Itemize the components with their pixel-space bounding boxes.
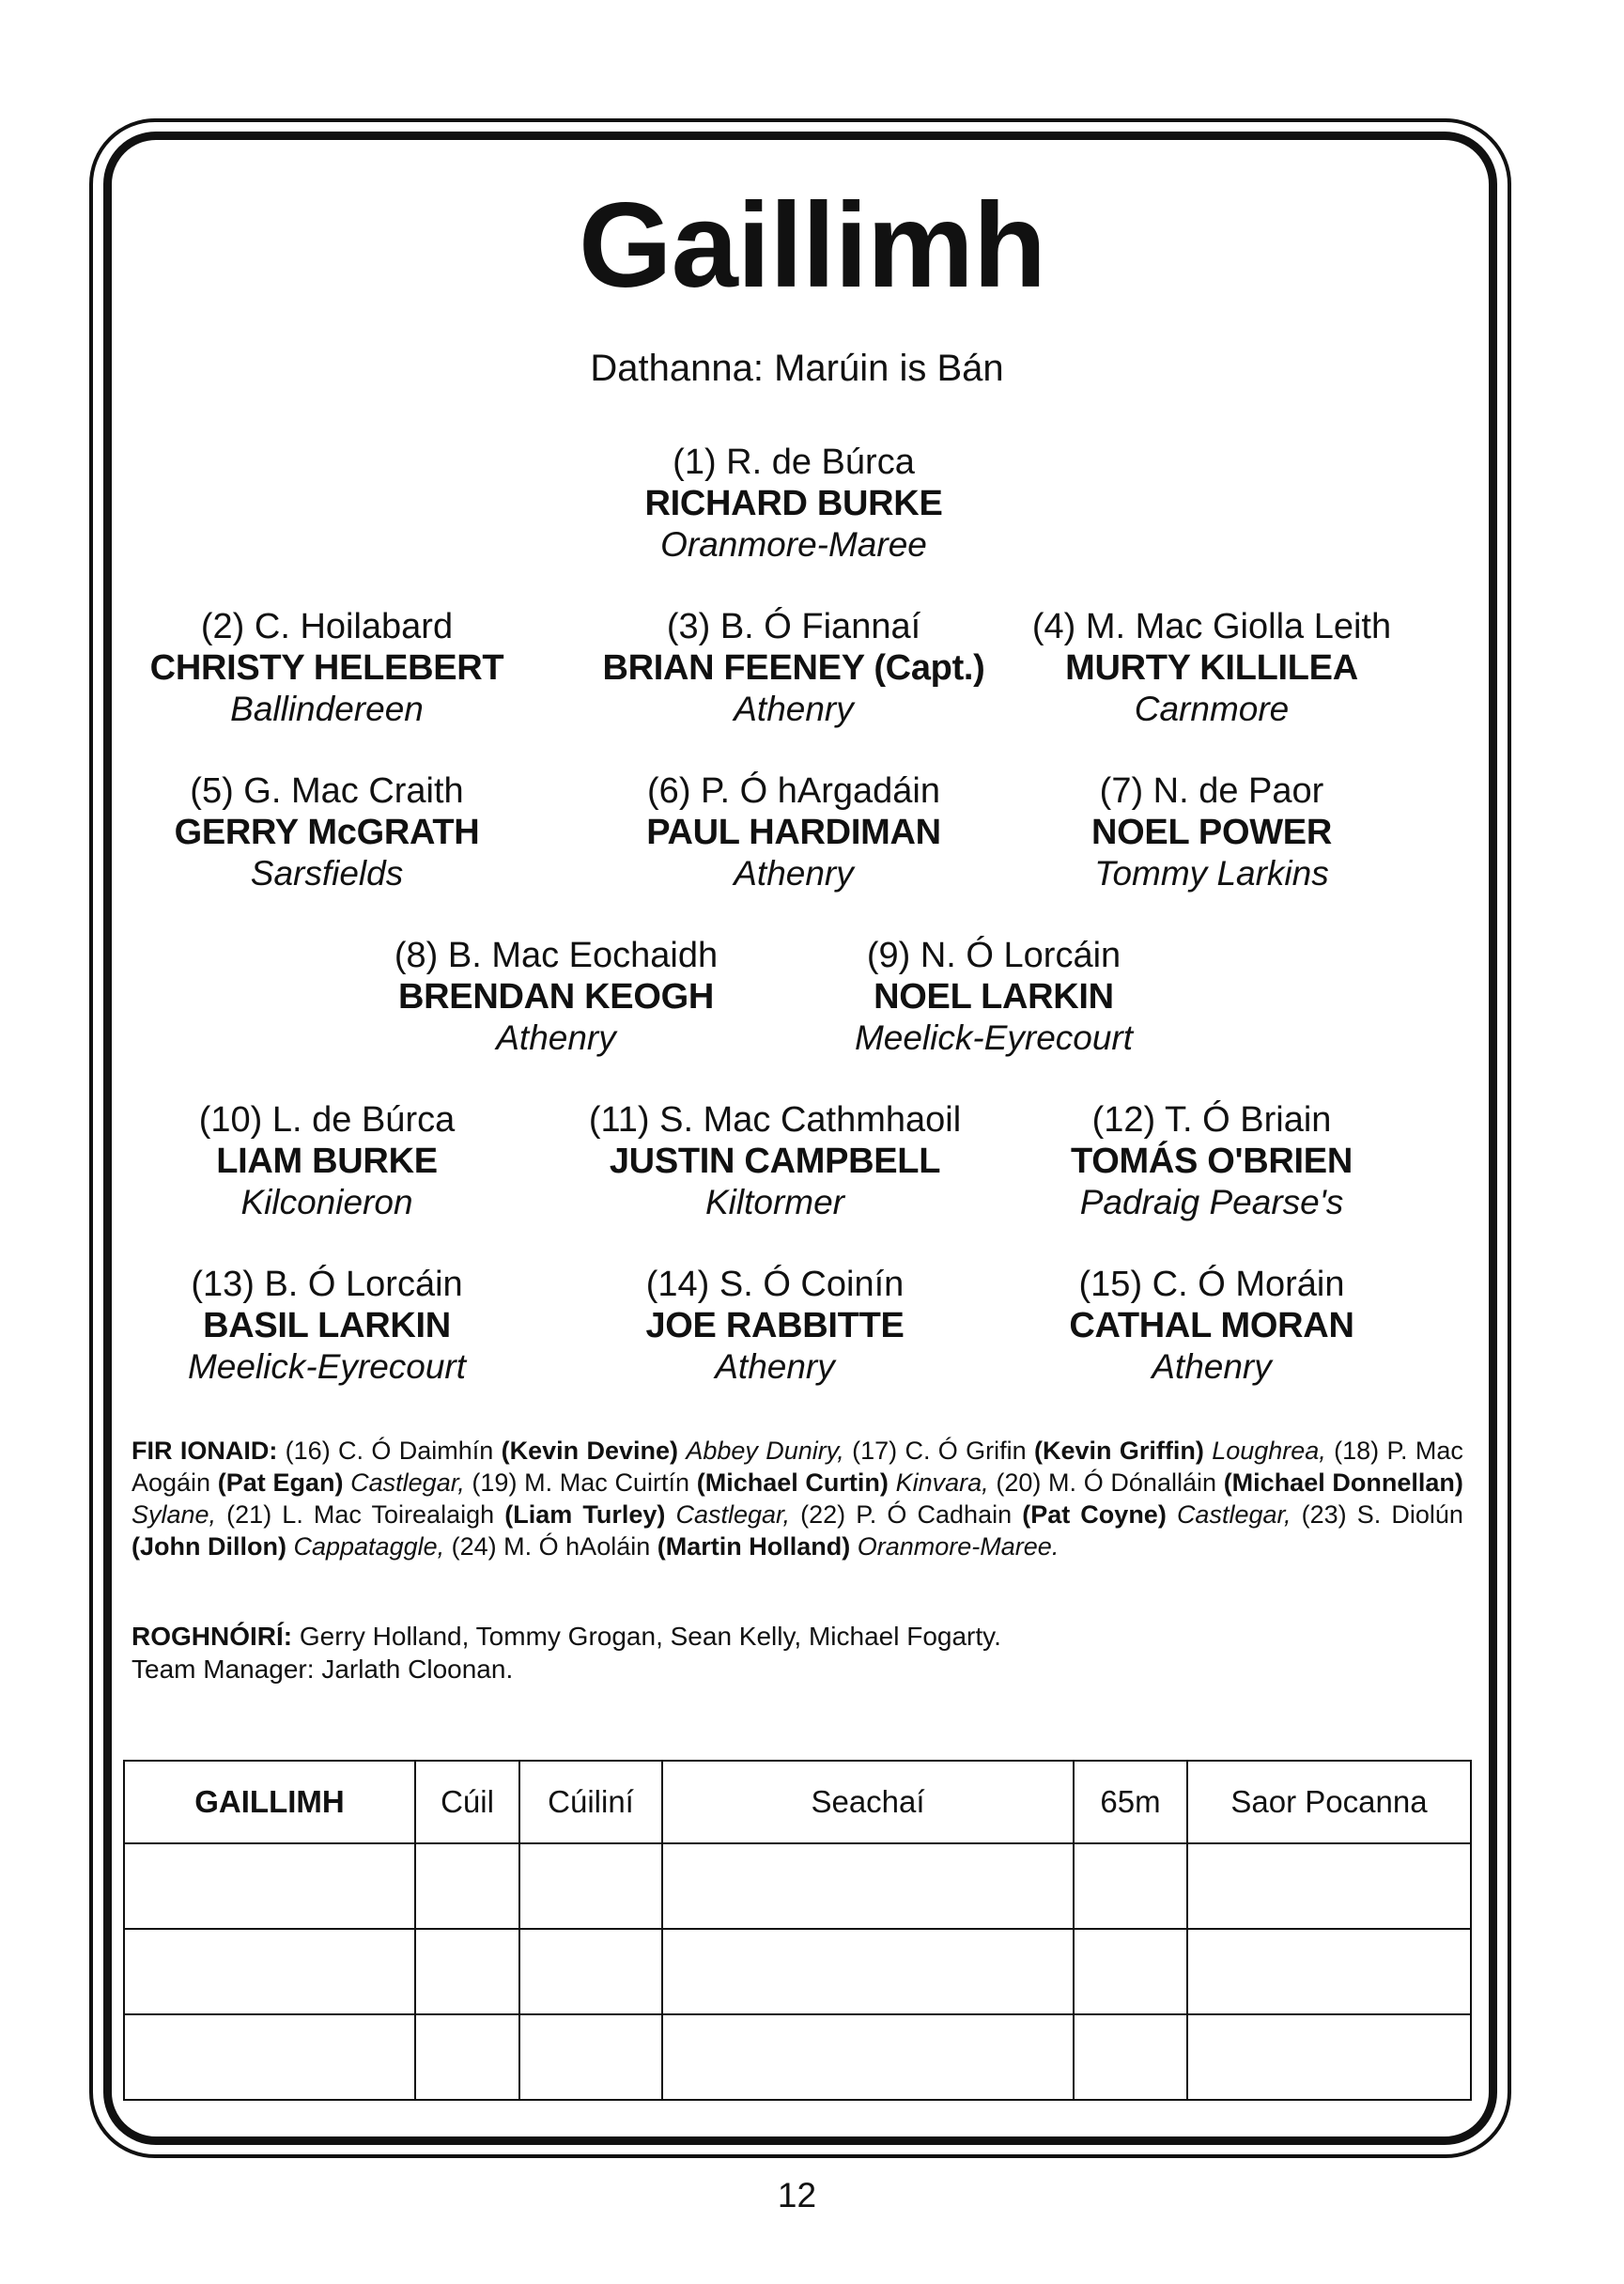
team-title: Gaillimh bbox=[579, 179, 1045, 313]
player-irish-name: (12) T. Ó Briain bbox=[1091, 1100, 1332, 1140]
player-irish-name: (13) B. Ó Lorcáin bbox=[191, 1265, 463, 1304]
substitute-irish: M. Mac Cuirtín bbox=[524, 1468, 690, 1497]
player-club-name: Tommy Larkins bbox=[1094, 854, 1329, 893]
player-english-name: JOE RABBITTE bbox=[645, 1306, 905, 1345]
substitute-club: Kinvara, bbox=[895, 1468, 989, 1497]
score-cell bbox=[1074, 2014, 1187, 2100]
substitute-entry bbox=[444, 1532, 1059, 1561]
player-english-name: CATHAL MORAN bbox=[1069, 1306, 1354, 1345]
score-header-frees: Saor Pocanna bbox=[1187, 1761, 1471, 1843]
score-cell bbox=[124, 1843, 415, 1929]
substitute-irish: C. Ó Daimhín bbox=[338, 1437, 494, 1465]
player-7 bbox=[949, 770, 1475, 894]
substitute-num: (21) bbox=[226, 1500, 272, 1529]
player-irish-name: (9) N. Ó Lorcáin bbox=[866, 936, 1121, 975]
score-header-points: Cúiliní bbox=[519, 1761, 662, 1843]
player-club-name: Sarsfields bbox=[250, 854, 404, 893]
score-table bbox=[123, 1760, 1472, 2101]
score-cell bbox=[415, 2014, 519, 2100]
substitute-club: Castlegar, bbox=[1176, 1500, 1291, 1529]
player-irish-name: (10) L. de Búrca bbox=[198, 1100, 456, 1140]
substitute-num: (18) bbox=[1334, 1437, 1380, 1465]
player-irish-name: (7) N. de Paor bbox=[1099, 771, 1324, 811]
player-irish-name: (11) S. Mac Cathmhaoil bbox=[588, 1100, 962, 1140]
substitutes-list bbox=[131, 1437, 1463, 1561]
player-club-name: Athenry bbox=[496, 1018, 616, 1057]
substitute-entry bbox=[790, 1500, 1291, 1529]
player-club-name: Oranmore-Maree bbox=[660, 525, 927, 564]
score-row bbox=[124, 1929, 1471, 2014]
player-irish-name: (15) C. Ó Moráin bbox=[1078, 1265, 1345, 1304]
score-cell bbox=[1074, 1929, 1187, 2014]
player-english-name: BRENDAN KEOGH bbox=[397, 977, 714, 1017]
substitute-irish: P. Mac Aogáin bbox=[131, 1437, 1463, 1497]
score-cell bbox=[662, 1929, 1074, 2014]
player-english-name: PAUL HARDIMAN bbox=[646, 813, 941, 852]
substitute-num: (16) bbox=[285, 1437, 331, 1465]
player-english-name: MURTY KILLILEA bbox=[1065, 648, 1358, 688]
score-cell bbox=[415, 1843, 519, 1929]
player-club-name: Carnmore bbox=[1134, 690, 1290, 728]
player-english-name: NOEL LARKIN bbox=[874, 977, 1114, 1017]
substitute-irish: C. Ó Grifin bbox=[905, 1437, 1027, 1465]
player-club-name: Kilconieron bbox=[240, 1183, 413, 1221]
player-irish-name: (8) B. Mac Eochaidh bbox=[394, 936, 719, 975]
score-row bbox=[124, 2014, 1471, 2100]
score-cell bbox=[1187, 2014, 1471, 2100]
selectors-label: ROGHNÓIRÍ: bbox=[131, 1622, 293, 1651]
score-header-65m: 65m bbox=[1074, 1761, 1187, 1843]
substitute-num: (20) bbox=[996, 1468, 1042, 1497]
substitute-english: (Martin Holland) bbox=[657, 1532, 851, 1561]
substitute-club: Abbey Duniry, bbox=[686, 1437, 844, 1465]
substitute-irish: P. Ó Cadhain bbox=[856, 1500, 1013, 1529]
substitute-english: (Kevin Griffin) bbox=[1034, 1437, 1204, 1465]
player-club-name: Padraig Pearse's bbox=[1079, 1183, 1344, 1221]
substitute-entry bbox=[844, 1437, 1326, 1465]
player-13 bbox=[64, 1264, 590, 1388]
selectors-names: Gerry Holland, Tommy Grogan, Sean Kelly, Michael Fogarty. bbox=[299, 1622, 1001, 1651]
player-club-name: Meelick-Eyrecourt bbox=[187, 1347, 467, 1386]
score-header-wides: Seachaí bbox=[662, 1761, 1074, 1843]
player-club-name: Athenry bbox=[734, 690, 854, 728]
substitute-num: (24) bbox=[451, 1532, 497, 1561]
score-header-team: GAILLIMH bbox=[124, 1761, 415, 1843]
substitute-irish: S. Diolún bbox=[1356, 1500, 1463, 1529]
selectors bbox=[131, 1620, 1463, 1686]
substitute-num: (19) bbox=[472, 1468, 518, 1497]
substitute-club: Castlegar, bbox=[350, 1468, 465, 1497]
substitute-english: (Pat Egan) bbox=[217, 1468, 344, 1497]
team-manager: Team Manager: Jarlath Cloonan. bbox=[131, 1655, 514, 1684]
substitute-club: Cappataggle, bbox=[293, 1532, 445, 1561]
score-cell bbox=[1187, 1929, 1471, 2014]
score-cell bbox=[415, 1929, 519, 2014]
player-club-name: Kiltormer bbox=[704, 1183, 845, 1221]
player-club-name: Athenry bbox=[1152, 1347, 1272, 1386]
substitute-english: (Michael Curtin) bbox=[696, 1468, 889, 1497]
player-4 bbox=[949, 606, 1475, 730]
substitutes bbox=[131, 1435, 1463, 1562]
player-irish-name: (4) M. Mac Giolla Leith bbox=[1031, 607, 1392, 646]
player-english-name: JUSTIN CAMPBELL bbox=[609, 1142, 941, 1181]
player-english-name: CHRISTY HELEBERT bbox=[149, 648, 504, 688]
score-table-header-row bbox=[124, 1761, 1471, 1843]
player-5 bbox=[64, 770, 590, 894]
substitute-club: Castlegar, bbox=[675, 1500, 791, 1529]
player-irish-name: (14) S. Ó Coinín bbox=[645, 1265, 905, 1304]
score-cell bbox=[519, 1843, 662, 1929]
substitute-english: (Pat Coyne) bbox=[1022, 1500, 1167, 1529]
player-irish-name: (5) G. Mac Craith bbox=[190, 771, 464, 811]
player-1 bbox=[531, 442, 1057, 566]
player-english-name: LIAM BURKE bbox=[216, 1142, 438, 1181]
score-cell bbox=[662, 2014, 1074, 2100]
substitute-english: (Liam Turley) bbox=[504, 1500, 666, 1529]
score-cell bbox=[662, 1843, 1074, 1929]
substitute-num: (23) bbox=[1301, 1500, 1347, 1529]
score-cell bbox=[1074, 1843, 1187, 1929]
player-club-name: Athenry bbox=[734, 854, 854, 893]
player-english-name: RICHARD BURKE bbox=[644, 484, 943, 523]
substitute-club: Loughrea, bbox=[1212, 1437, 1326, 1465]
substitute-irish: M. Ó hAoláin bbox=[503, 1532, 651, 1561]
player-club-name: Meelick-Eyrecourt bbox=[854, 1018, 1134, 1057]
score-cell bbox=[519, 2014, 662, 2100]
score-cell bbox=[1187, 1843, 1471, 1929]
player-12 bbox=[949, 1099, 1475, 1223]
player-9 bbox=[731, 935, 1257, 1059]
score-cell bbox=[124, 1929, 415, 2014]
substitute-num: (17) bbox=[852, 1437, 898, 1465]
player-english-name: GERRY McGRATH bbox=[174, 813, 480, 852]
substitute-entry bbox=[286, 1437, 844, 1465]
substitute-english: (John Dillon) bbox=[131, 1532, 286, 1561]
substitute-english: (Kevin Devine) bbox=[501, 1437, 678, 1465]
substitute-english: (Michael Donnellan) bbox=[1223, 1468, 1463, 1497]
substitute-irish: M. Ó Dónalláin bbox=[1048, 1468, 1216, 1497]
player-2 bbox=[64, 606, 590, 730]
score-header-goals: Cúil bbox=[415, 1761, 519, 1843]
player-club-name: Ballindereen bbox=[230, 690, 424, 728]
player-10 bbox=[64, 1099, 590, 1223]
player-irish-name: (1) R. de Búrca bbox=[673, 443, 915, 482]
substitute-entry bbox=[216, 1500, 790, 1529]
team-colours: Dathanna: Marúin is Bán bbox=[590, 348, 1004, 389]
player-irish-name: (2) C. Hoilabard bbox=[200, 607, 454, 646]
player-15 bbox=[949, 1264, 1475, 1388]
score-cell bbox=[519, 1929, 662, 2014]
player-irish-name: (6) P. Ó hArgadáin bbox=[647, 771, 940, 811]
player-irish-name: (3) B. Ó Fiannaí bbox=[666, 607, 921, 646]
substitute-irish: L. Mac Toirealaigh bbox=[282, 1500, 495, 1529]
page-number: 12 bbox=[777, 2176, 817, 2214]
player-english-name: BRIAN FEENEY (Capt.) bbox=[602, 648, 985, 688]
substitutes-label: FIR IONAID: bbox=[131, 1437, 278, 1465]
player-english-name: BASIL LARKIN bbox=[203, 1306, 451, 1345]
substitute-num: (22) bbox=[800, 1500, 846, 1529]
player-club-name: Athenry bbox=[715, 1347, 835, 1386]
substitute-club: Oranmore-Maree. bbox=[857, 1532, 1059, 1561]
score-cell bbox=[124, 2014, 415, 2100]
player-english-name: NOEL POWER bbox=[1091, 813, 1332, 852]
substitute-entry bbox=[465, 1468, 989, 1497]
substitute-club: Sylane, bbox=[131, 1500, 217, 1529]
score-row bbox=[124, 1843, 1471, 1929]
player-english-name: TOMÁS O'BRIEN bbox=[1070, 1142, 1353, 1181]
